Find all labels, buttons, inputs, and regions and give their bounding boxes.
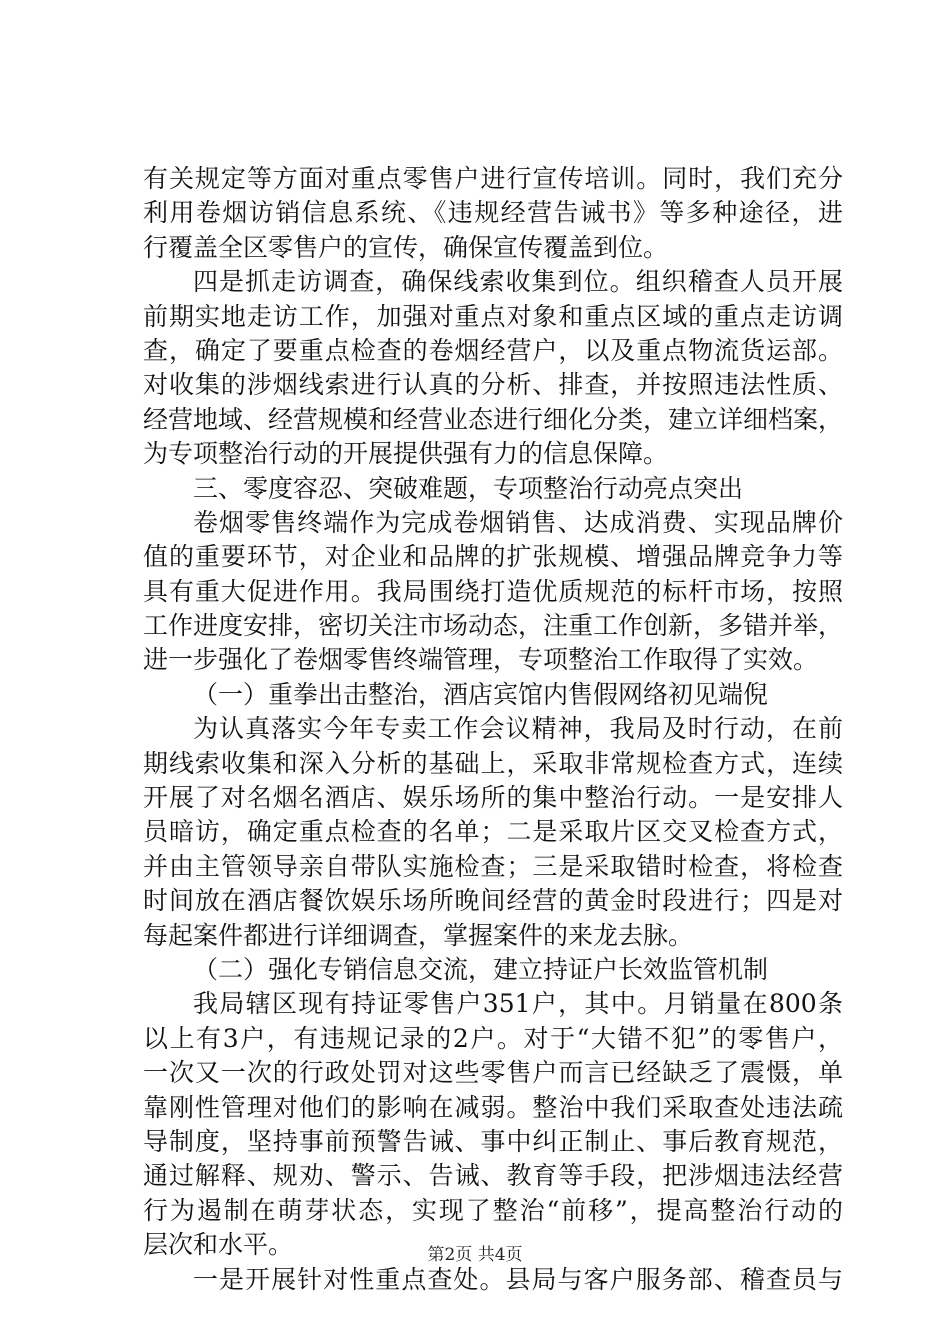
text-line: 工作进度安排，密切关注市场动态，注重工作创新，多错并举， xyxy=(143,611,844,641)
text-line: 期线索收集和深入分析的基础上，采取非常规检查方式，连续 xyxy=(143,748,843,778)
text-line: 进一步强化了卷烟零售终端管理，专项整治工作取得了实效。 xyxy=(143,645,819,675)
text-line: 通过解释、规劝、警示、告诫、教育等手段，把涉烟违法经营 xyxy=(143,1161,843,1191)
text-line: 每起案件都进行详细调查，掌握案件的来龙去脉。 xyxy=(143,920,694,950)
page-footer: 第2页 共4页 xyxy=(427,1245,523,1265)
text-line: 时间放在酒店餐饮娱乐场所晚间经营的黄金时段进行；四是对 xyxy=(143,886,843,916)
text-line: （二）强化专销信息交流，建立持证户长效监管机制 xyxy=(193,954,769,984)
text-line: 开展了对名烟名酒店、娱乐场所的集中整治行动。一是安排人 xyxy=(143,783,843,813)
text-line: 为专项整治行动的开展提供强有力的信息保障。 xyxy=(143,439,669,469)
document-body xyxy=(143,162,843,1297)
text-line: 四是抓走访调查，确保线索收集到位。组织稽查人员开展 xyxy=(193,267,843,297)
text-line: 靠刚性管理对他们的影响在减弱。整治中我们采取查处违法疏 xyxy=(143,1092,843,1122)
text-line: 利用卷烟访销信息系统、《违规经营告诫书》等多种途径，进 xyxy=(143,198,843,228)
text-line: （一）重拳出击整治，酒店宾馆内售假网络初见端倪 xyxy=(193,679,769,709)
text-line: 对收集的涉烟线索进行认真的分析、排查，并按照违法性质、 xyxy=(143,370,843,400)
text-line: 我局辖区现有持证零售户351户，其中。月销量在800条 xyxy=(193,989,843,1019)
text-line: 查，确定了要重点检查的卷烟经营户，以及重点物流货运部。 xyxy=(143,335,843,365)
text-line: 具有重大促进作用。我局围绕打造优质规范的标杆市场，按照 xyxy=(143,576,843,606)
text-line: 卷烟零售终端作为完成卷烟销售、达成消费、实现品牌价 xyxy=(193,507,843,537)
text-line: 经营地域、经营规模和经营业态进行细化分类，建立详细档案， xyxy=(143,404,844,434)
text-line: 员暗访，确定重点检查的名单；二是采取片区交叉检查方式， xyxy=(143,817,843,847)
text-line: 一是开展针对性重点查处。县局与客户服务部、稽查员与 xyxy=(193,1264,843,1294)
text-line: 行覆盖全区零售户的宣传，确保宣传覆盖到位。 xyxy=(143,232,669,262)
text-line: 层次和水平。 xyxy=(143,1230,294,1260)
text-line: 一次又一次的行政处罚对这些零售户而言已经缺乏了震慑，单 xyxy=(143,1058,843,1088)
text-line: 并由主管领导亲自带队实施检查；三是采取错时检查，将检查 xyxy=(143,851,843,881)
text-line: 行为遏制在萌芽状态，实现了整治“前移”，提高整治行动的 xyxy=(143,1195,843,1225)
text-line: 前期实地走访工作，加强对重点对象和重点区域的重点走访调 xyxy=(143,301,843,331)
text-line: 值的重要环节，对企业和品牌的扩张规模、增强品牌竞争力等 xyxy=(143,542,843,572)
text-line: 有关规定等方面对重点零售户进行宣传培训。同时，我们充分 xyxy=(143,164,843,193)
text-line: 以上有3户，有违规记录的2户。对于“大错不犯”的零售户， xyxy=(143,1023,843,1053)
text-line: 导制度，坚持事前预警告诫、事中纠正制止、事后教育规范， xyxy=(143,1126,843,1156)
text-line: 三、零度容忍、突破难题，专项整治行动亮点突出 xyxy=(193,473,744,503)
text-line: 为认真落实今年专卖工作会议精神，我局及时行动，在前 xyxy=(193,714,843,744)
